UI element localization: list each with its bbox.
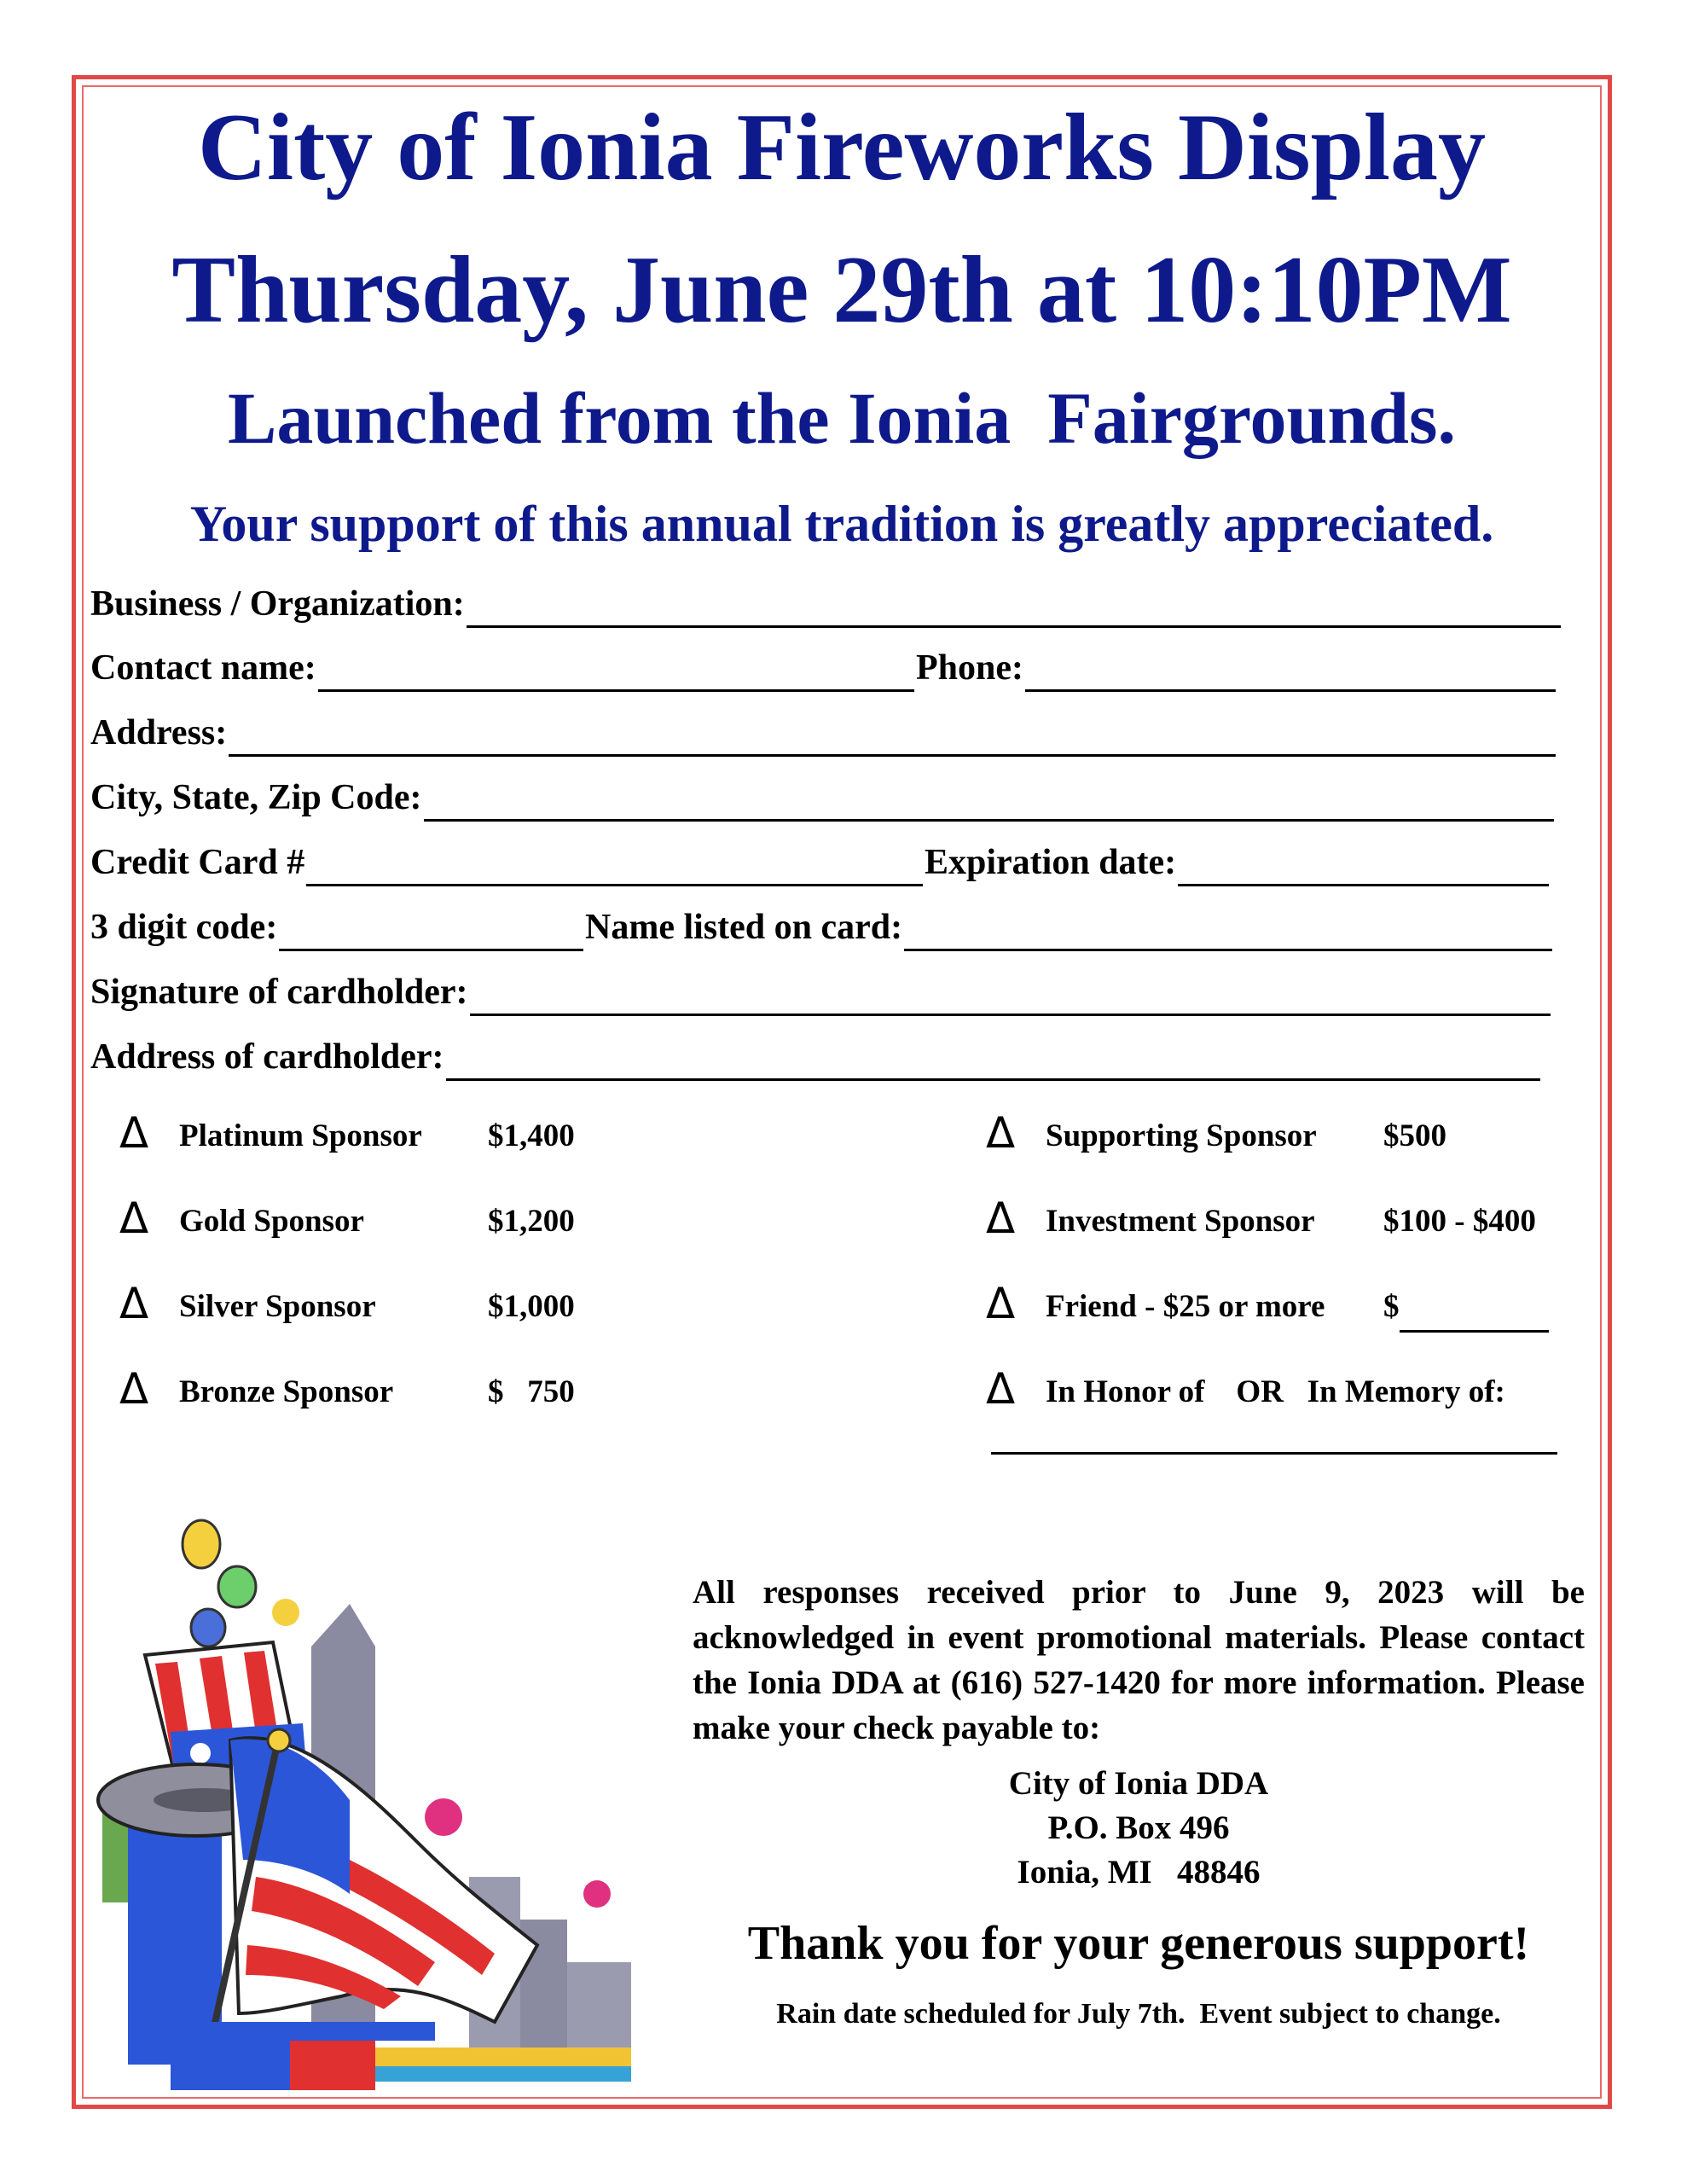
triangle-checkbox-icon[interactable]: Δ bbox=[119, 1108, 149, 1158]
address-line[interactable] bbox=[229, 717, 1556, 757]
response-paragraph: All responses received prior to June 9, 2023 will be acknowledged in event promotional materials. Please contact the Ionia DDA at (616) 527-1420 for more information. Please make your check payable to: bbox=[693, 1574, 1585, 1746]
expiration-field[interactable] bbox=[925, 839, 1549, 886]
triangle-checkbox-icon[interactable]: Δ bbox=[986, 1279, 1016, 1328]
business-field[interactable] bbox=[90, 580, 1561, 628]
sponsor-option-bronze[interactable] bbox=[119, 1364, 597, 1418]
expiration-line[interactable] bbox=[1178, 846, 1549, 886]
form-row-signature bbox=[90, 968, 1687, 1016]
sponsor-name: Investment Sponsor bbox=[1046, 1204, 1315, 1239]
payee-po-box: P.O. Box 496 bbox=[1047, 1809, 1230, 1846]
rain-date-note: Rain date scheduled for July 7th. Event subject to change. bbox=[776, 1998, 1501, 2030]
payee-city: Ionia, MI 48846 bbox=[1017, 1854, 1261, 1891]
sponsor-amount: $1,400 bbox=[488, 1118, 575, 1153]
sponsor-option-investment[interactable] bbox=[986, 1196, 1583, 1247]
sponsor-name: In Honor of OR In Memory of: bbox=[1046, 1374, 1505, 1409]
digit-code-field[interactable] bbox=[90, 903, 583, 951]
cardholder-address-label: Address of cardholder: bbox=[90, 1037, 444, 1077]
sponsor-name: Supporting Sponsor bbox=[1046, 1118, 1317, 1153]
credit-card-label: Credit Card # bbox=[90, 843, 305, 882]
friend-amount-line[interactable] bbox=[1400, 1296, 1549, 1333]
triangle-checkbox-icon[interactable]: Δ bbox=[986, 1194, 1016, 1243]
name-on-card-label: Name listed on card: bbox=[585, 908, 903, 947]
contact-name-line[interactable] bbox=[318, 652, 914, 692]
thank-you-message: Thank you for your generous support! bbox=[747, 1917, 1530, 1970]
triangle-checkbox-icon[interactable]: Δ bbox=[986, 1108, 1016, 1158]
honor-memory-line[interactable] bbox=[991, 1450, 1557, 1455]
digit-code-line[interactable] bbox=[279, 911, 583, 951]
sponsor-name: Gold Sponsor bbox=[179, 1204, 364, 1239]
business-label: Business / Organization: bbox=[90, 584, 465, 624]
patriotic-hat-flag-clipart bbox=[94, 1519, 648, 2099]
triangle-checkbox-icon[interactable]: Δ bbox=[119, 1194, 149, 1243]
credit-card-field[interactable] bbox=[90, 839, 923, 886]
sponsor-option-supporting[interactable] bbox=[986, 1108, 1583, 1162]
cardholder-address-line[interactable] bbox=[446, 1041, 1540, 1081]
triangle-checkbox-icon[interactable]: Δ bbox=[119, 1279, 149, 1328]
phone-field[interactable] bbox=[916, 644, 1556, 692]
credit-card-line[interactable] bbox=[306, 846, 923, 886]
launch-location: Launched from the Ionia Fairgrounds. bbox=[228, 377, 1456, 459]
sponsor-option-honor-memory[interactable] bbox=[986, 1364, 1583, 1418]
sponsor-name: Silver Sponsor bbox=[179, 1289, 376, 1324]
sponsor-amount: $1,200 bbox=[488, 1204, 575, 1239]
sponsor-amount: $500 bbox=[1383, 1118, 1446, 1153]
signature-label: Signature of cardholder: bbox=[90, 973, 468, 1012]
response-info bbox=[693, 1570, 1585, 1751]
sponsor-option-friend[interactable] bbox=[986, 1281, 1583, 1333]
form-row-cardholder-address bbox=[90, 1033, 1687, 1081]
event-date: Thursday, June 29th at 10:10PM bbox=[171, 237, 1512, 343]
sponsor-option-silver[interactable] bbox=[119, 1281, 597, 1333]
triangle-checkbox-icon[interactable]: Δ bbox=[119, 1364, 149, 1414]
sponsor-amount: $ 750 bbox=[488, 1374, 575, 1409]
digit-code-label: 3 digit code: bbox=[90, 908, 278, 947]
sponsor-option-gold[interactable] bbox=[119, 1196, 597, 1247]
name-on-card-field[interactable] bbox=[585, 903, 1552, 951]
sponsor-name: Platinum Sponsor bbox=[179, 1118, 422, 1153]
address-label: Address: bbox=[90, 713, 228, 752]
signature-line[interactable] bbox=[470, 976, 1551, 1016]
cardholder-address-field[interactable] bbox=[90, 1033, 1540, 1081]
signature-field[interactable] bbox=[90, 968, 1551, 1016]
form-row-business bbox=[90, 580, 1687, 628]
form-row-contact bbox=[90, 644, 1687, 692]
form-row-credit bbox=[90, 839, 1687, 886]
title: City of Ionia Fireworks Display bbox=[198, 95, 1486, 200]
name-on-card-line[interactable] bbox=[904, 911, 1552, 951]
triangle-checkbox-icon[interactable]: Δ bbox=[986, 1364, 1016, 1414]
phone-label: Phone: bbox=[916, 648, 1023, 688]
expiration-label: Expiration date: bbox=[925, 843, 1177, 882]
dollar-sign: $ bbox=[1383, 1289, 1400, 1324]
city-state-zip-field[interactable] bbox=[90, 774, 1554, 822]
contact-name-field[interactable] bbox=[90, 644, 914, 692]
form-row-address bbox=[90, 709, 1687, 757]
support-message: Your support of this annual tradition is greatly appreciated. bbox=[189, 496, 1494, 552]
contact-name-label: Contact name: bbox=[90, 648, 316, 688]
form-row-city bbox=[90, 774, 1687, 822]
sponsor-amount: $1,000 bbox=[488, 1289, 575, 1324]
sponsor-name: Bronze Sponsor bbox=[179, 1374, 394, 1409]
payee-name: City of Ionia DDA bbox=[1008, 1765, 1269, 1802]
sponsor-name: Friend - $25 or more bbox=[1046, 1289, 1325, 1324]
phone-line[interactable] bbox=[1025, 652, 1556, 692]
address-field[interactable] bbox=[90, 709, 1556, 757]
sponsor-amount: $100 - $400 bbox=[1383, 1204, 1536, 1239]
city-state-zip-label: City, State, Zip Code: bbox=[90, 778, 422, 817]
city-state-zip-line[interactable] bbox=[424, 781, 1555, 822]
sponsor-option-platinum[interactable] bbox=[119, 1108, 597, 1162]
friend-amount bbox=[1383, 1281, 1549, 1333]
form-row-code bbox=[90, 903, 1687, 951]
business-line[interactable] bbox=[467, 588, 1561, 628]
